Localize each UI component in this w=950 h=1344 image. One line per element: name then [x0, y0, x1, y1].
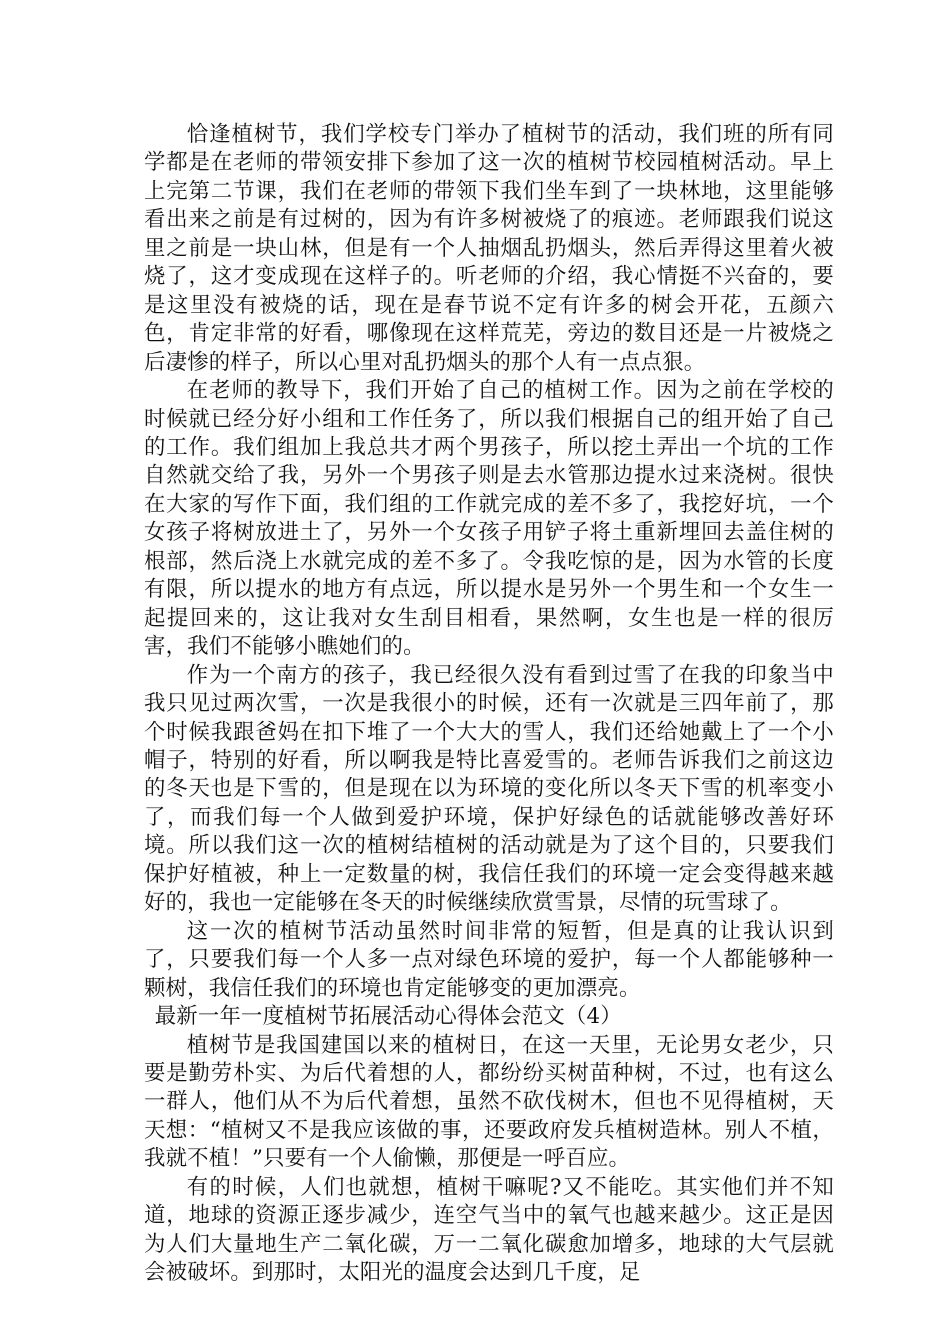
paragraph-5: 植树节是我国建国以来的植树日，在这一天里，无论男女老少，只要是勤劳朴实、为后代着想的人，都纷纷买树苗种树，不过，也有这么一群人，他们从不为后代着想，虽然不砍伐树木，但也不见得植树，天天想：“植树又不是我应该做的事，还要政府发兵植树造林。别人不植，我就不植！”只要有一个人偷懒，那便是一呼百应。 — [144, 1032, 834, 1172]
section-heading: 最新一年一度植树节拓展活动心得体会范文（4） — [154, 1004, 622, 1030]
paragraph-1: 恰逢植树节，我们学校专门举办了植树节的活动，我们班的所有同学都是在老师的带领安排下参加了这一次的植树节校园植树活动。早上上完第二节课，我们在老师的带领下我们坐车到了一块林地，这里能够看出来之前是有过树的，因为有许多树被烧了的痕迹。老师跟我们说这里之前是一块山林，但是有一个人抽烟乱扔烟头，然后弄得这里着火被烧了，这才变成现在这样子的。听老师的介绍，我心情挺不兴奋的，要是这里没有被烧的话，现在是春节说不定有许多的树会开花，五颜六色，肯定非常的好看，哪像现在这样荒芜，旁边的数目还是一片被烧之后凄惨的样子，所以心里对乱扔烟头的那个人有一点点狠。 — [144, 122, 834, 375]
paragraph-6: 有的时候，人们也就想，植树干嘛呢?又不能吃。其实他们并不知道，地球的资源正逐步减少，连空气当中的氧气也越来越少。这正是因为人们大量地生产二氧化碳，万一二氧化碳愈加增多，地球的大气层就会被破坏。到那时，太阳光的温度会达到几千度，足 — [144, 1174, 834, 1286]
paragraph-3: 作为一个南方的孩子，我已经很久没有看到过雪了在我的印象当中我只见过两次雪，一次是我很小的时候，还有一次就是三四年前了，那个时候我跟爸妈在扣下堆了一个大大的雪人，我们还给她戴上了一个小帽子，特别的好看，所以啊我是特比喜爱雪的。老师告诉我们之前这边的冬天也是下雪的，但是现在以为环境的变化所以冬天下雪的机率变小了，而我们每一个人做到爱护环境，保护好绿色的话就能够改善好环境。所以我们这一次的植树结植树的活动就是为了这个目的，只要我们保护好植被，种上一定数量的树，我信任我们的环境一定会变得越来越好的，我也一定能够在冬天的时候继续欣赏雪景，尽情的玩雪球了。 — [144, 662, 834, 916]
paragraph-4: 这一次的植树节活动虽然时间非常的短暂，但是真的让我认识到了，只要我们每一个人多一点对绿色环境的爱护，每一个人都能够种一颗树，我信任我们的环境也肯定能够变的更加漂亮。 — [144, 918, 834, 1001]
paragraph-2: 在老师的教导下，我们开始了自己的植树工作。因为之前在学校的时候就已经分好小组和工作任务了，所以我们根据自己的组开始了自己的工作。我们组加上我总共才两个男孩子，所以挖土弄出一个坑的工作自然就交给了我，另外一个男孩子则是去水管那边提水过来浇树。很快在大家的写作下面，我们组的工作就完成的差不多了，我挖好坑，一个女孩子将树放进土了，另外一个女孩子用铲子将土重新埋回去盖住树的根部，然后浇上水就完成的差不多了。令我吃惊的是，因为水管的长度有限，所以提水的地方有点远，所以提水是另外一个男生和一个女生一起提回来的，这让我对女生刮目相看，果然啊，女生也是一样的很厉害，我们不能够小瞧她们的。 — [144, 378, 834, 660]
document-body — [144, 121, 834, 1288]
